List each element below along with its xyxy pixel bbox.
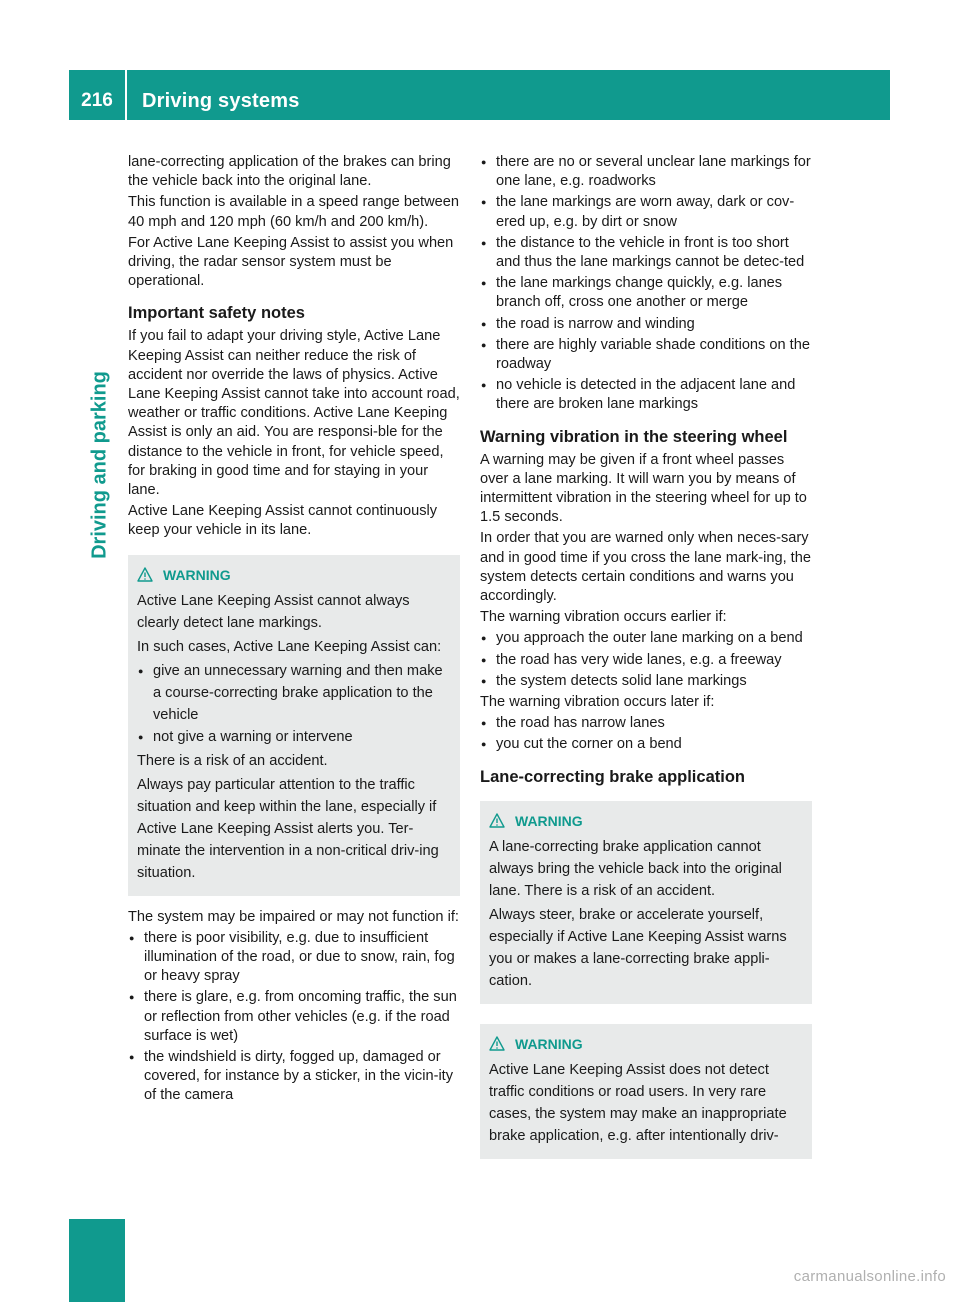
list-item: ● not give a warning or intervene	[137, 726, 450, 748]
list-item: ● the lane markings change quickly, e.g. lanes branch off, cross one another or merge	[480, 274, 812, 312]
warning-list	[137, 660, 450, 748]
warning-text: In such cases, Active Lane Keeping Assist can:	[137, 638, 442, 655]
warning-label: WARNING	[515, 812, 583, 829]
paragraph: lane-correcting application of the brakes can bring the vehicle back into the original lane.	[128, 154, 451, 190]
warning-text: There is a risk of an accident.	[137, 752, 328, 769]
left-column	[128, 153, 460, 1108]
chapter-title: Driving and parking	[88, 371, 111, 559]
warning-label: WARNING	[515, 1035, 583, 1052]
warning-box	[480, 801, 812, 1004]
page-number: 216	[81, 90, 113, 111]
warning-text: A lane-correcting brake application cannot always bring the vehicle back into the original lane. There is a risk of an accident.	[489, 838, 782, 899]
list-item: ● no vehicle is detected in the adjacent lane and there are broken lane markings	[480, 376, 812, 414]
list-item: ● you approach the outer lane marking on a bend	[480, 629, 812, 648]
list-item: ● the road is narrow and winding	[480, 315, 812, 334]
heading-warning-vibration: Warning vibration in the steering wheel	[480, 427, 788, 446]
chapter-sidebar	[69, 120, 125, 1242]
list-item: ● there are highly variable shade conditions on the roadway	[480, 336, 812, 374]
warning-header	[137, 564, 450, 586]
list-item: ● the road has very wide lanes, e.g. a freeway	[480, 651, 812, 670]
warning-box	[480, 1024, 812, 1159]
list-item: ● the distance to the vehicle in front is too short and thus the lane markings cannot be detec-ted	[480, 234, 812, 272]
heading-important-safety-notes: Important safety notes	[128, 304, 305, 323]
list-item: ● the windshield is dirty, fogged up, damaged or covered, for instance by a sticker, in the vicin-ity of the camera	[128, 1048, 460, 1106]
section-title: Driving systems	[142, 90, 300, 112]
paragraph: In order that you are warned only when neces-sary and in good time if you cross the lane mark-ing, the system detects certain conditions and warns you accordingly.	[480, 530, 811, 605]
list-item: ● the lane markings are worn away, dark or cov-ered up, e.g. by dirt or snow	[480, 193, 812, 231]
warning-text: Active Lane Keeping Assist does not detect traffic conditions or road users. In very rare cases, the system may make an inappropriate brake application, e.g. after intentionally driv-	[489, 1061, 787, 1144]
impairment-list-continued	[480, 153, 812, 415]
list-item: ● there is glare, e.g. from oncoming traffic, the sun or reflection from other vehicles (e.g. if the road surface is wet)	[128, 988, 460, 1046]
warning-header	[489, 1033, 802, 1055]
warning-triangle-icon	[489, 813, 505, 828]
list-item: ● you cut the corner on a bend	[480, 735, 812, 754]
warning-label: WARNING	[163, 566, 231, 583]
list-item: ● the system detects solid lane markings	[480, 672, 812, 691]
list-item: ● the road has narrow lanes	[480, 714, 812, 733]
paragraph: For Active Lane Keeping Assist to assist you when driving, the radar sensor system must be operational.	[128, 234, 454, 290]
chapter-tab[interactable]	[85, 310, 115, 620]
warning-header	[489, 810, 802, 832]
paragraph: The warning vibration occurs earlier if:	[480, 609, 727, 626]
paragraph: Active Lane Keeping Assist cannot continuously keep your vehicle in its lane.	[128, 503, 438, 539]
paragraph: The warning vibration occurs later if:	[480, 694, 715, 711]
heading-lane-correcting-brake: Lane-correcting brake application	[480, 767, 745, 786]
paragraph: This function is available in a speed range between 40 mph and 120 mph (60 km/h and 200 km/h).	[128, 194, 460, 230]
warning-text: Always steer, brake or accelerate yourself, especially if Active Lane Keeping Assist warns you or makes a lane-correcting brake appli-cation.	[489, 906, 787, 989]
warning-text: Active Lane Keeping Assist cannot always clearly detect lane markings.	[137, 592, 410, 631]
page-header	[69, 70, 890, 120]
impairment-list	[128, 929, 460, 1106]
warning-triangle-icon	[137, 567, 153, 582]
list-item: ● there are no or several unclear lane markings for one lane, e.g. roadworks	[480, 153, 812, 191]
later-list	[480, 714, 812, 754]
watermark: carmanualsonline.info	[793, 1268, 946, 1285]
header-separator	[125, 70, 127, 120]
warning-box	[128, 555, 460, 896]
right-column	[480, 153, 812, 1171]
warning-triangle-icon	[489, 1036, 505, 1051]
chapter-marker-block	[69, 1219, 125, 1302]
list-item: ● give an unnecessary warning and then make a course-correcting brake application to the vehicle	[137, 660, 450, 726]
paragraph: A warning may be given if a front wheel passes over a lane marking. It will warn you by means of intermittent vibration in the steering wheel for up to 1.5 seconds.	[480, 451, 807, 526]
earlier-list	[480, 629, 812, 691]
paragraph: The system may be impaired or may not function if:	[128, 908, 459, 925]
list-item: ● there is poor visibility, e.g. due to insufficient illumination of the road, or due to snow, rain, fog or heavy spray	[128, 929, 460, 987]
paragraph: If you fail to adapt your driving style, Active Lane Keeping Assist can neither reduce the risk of accident nor override the laws of physics. Active Lane Keeping Assist cannot take into account road, weather or traffic conditions. Active Lane Keeping Assist is only an aid. You are responsi-ble for the distance to the vehicle in front, for vehicle speed, for braking in good time and for staying in your lane.	[128, 328, 460, 499]
warning-text: Always pay particular attention to the traffic situation and keep within the lane, especially if Active Lane Keeping Assist alerts you. Ter-minate the intervention in a non-critical driv-ing situation.	[137, 776, 439, 881]
